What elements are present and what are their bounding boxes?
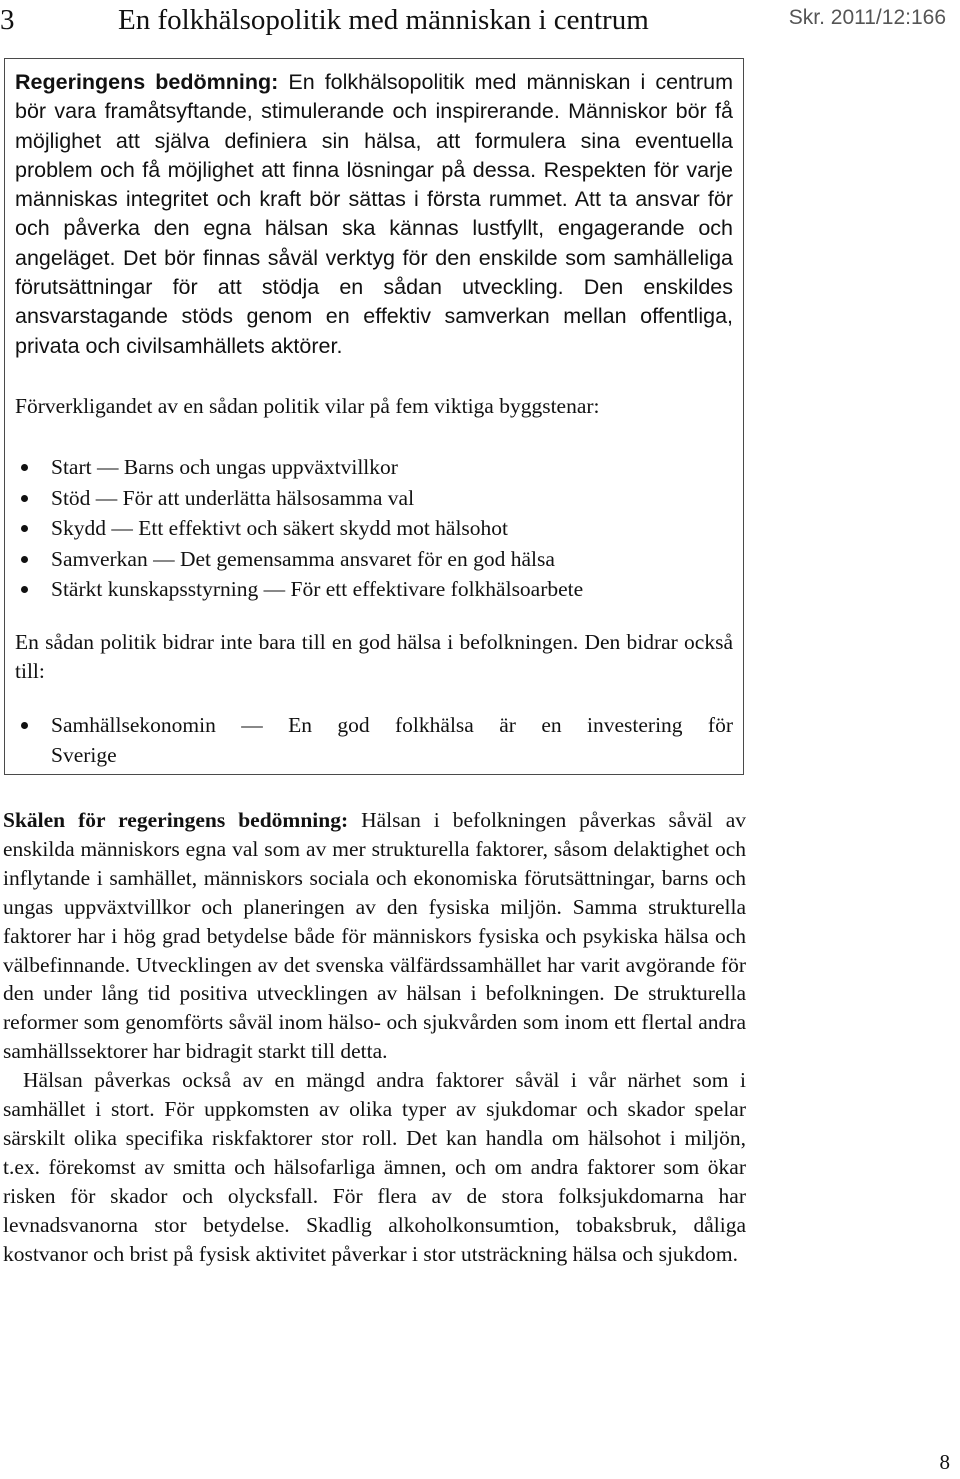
contributions-list xyxy=(15,710,733,771)
chapter-number: 3 xyxy=(0,4,15,36)
assessment-box xyxy=(4,58,744,775)
list-item: Stärkt kunskapsstyrning — För ett effektivare folkhälsoarbete xyxy=(15,574,733,605)
list-item: Skydd — Ett effektivt och säkert skydd mot hälsohot xyxy=(15,513,733,544)
assessment-text: En folkhälsopolitik med människan i centrum bör vara framåtsyftande, stimulerande och inspirerande. Människor bör få möjlighet att själva definiera sin hälsa, att formulera sina eventuella problem och få möjlighet att finna lösningar på dessa. Respekten för varje människas integritet och kraft bör sättas i första rummet. Att ta ansvar för och påverka den egna hälsan ska kännas lustfyllt, engagerande och angeläget. Det bör finnas såväl verktyg för den enskilde som samhälleliga förutsättningar för att stödja en sådan utveckling. Den enskildes ansvarstagande stöds genom en effektiv samverkan mellan offentliga, privata och civilsamhällets aktörer. xyxy=(15,70,733,358)
reasons-section xyxy=(3,806,746,1269)
list-item: Samverkan — Det gemensamma ansvaret för en god hälsa xyxy=(15,544,733,575)
building-blocks-intro: Förverkligandet av en sådan politik vilar på fem viktiga byggstenar: xyxy=(15,393,600,418)
page-number: 8 xyxy=(939,1450,950,1474)
document-reference: Skr. 2011/12:166 xyxy=(788,6,946,29)
list-item: Samhällsekonomin — En god folkhälsa är en investering för Sverige xyxy=(15,710,733,771)
bullet-icon xyxy=(21,525,28,532)
bullet-icon xyxy=(21,495,28,502)
assessment-heading: Regeringens bedömning: xyxy=(15,70,279,94)
bullet-icon xyxy=(21,586,28,593)
reasons-paragraph-2: Hälsan påverkas också av en mängd andra faktorer såväl i vår närhet som i samhället i stort. För uppkomsten av olika typer av sjukdomar och skador spelar särskilt olika specifika riskfaktorer stor roll. Det kan handla om hälsohot i miljön, t.ex. förekomst av smitta och hälsofarliga ämnen, och om andra faktorer som ökar risken för skador och olycksfall. För flera av de stora folksjukdomarna har levnadsvanorna stor betydelse. Skadlig alkoholkonsumtion, tobaksbruk, dåliga kostvanor och brist på fysisk aktivitet påverkar i stor utsträckning hälsa och sjukdom. xyxy=(3,1068,746,1266)
reasons-heading: Skälen för regeringens bedömning: xyxy=(3,808,349,832)
reasons-paragraph-1 xyxy=(3,806,746,1066)
building-blocks-list xyxy=(15,452,733,605)
bullet-icon xyxy=(21,556,28,563)
bullet-icon xyxy=(21,722,28,729)
bullet-icon xyxy=(21,464,28,471)
reasons-text-1: Hälsan i befolkningen påverkas såväl av enskilda människors egna val som av mer strukturella faktorer, såsom delaktighet och inflytande i samhället, människors sociala och ekonomiska förutsättningar, barns och ungas uppväxtvillkor och planeringen av den fysiska miljön. Samma strukturella faktorer har i hög grad betydelse både för människors fysiska och psykiska hälsa och välbefinnande. Utvecklingen av det svenska välfärdssamhället har varit avgörande för den under lång tid positiva utvecklingen av hälsan i befolkningen. De strukturella reformer som genomförts såväl inom hälso- och sjukvården som inom ett flertal andra samhällssektorer har bidragit starkt till detta. xyxy=(3,808,746,1064)
list-item: Start — Barns och ungas uppväxtvillkor xyxy=(15,452,733,483)
assessment-box-content xyxy=(15,68,733,771)
contributions-intro: En sådan politik bidrar inte bara till en god hälsa i befolkningen. Den bidrar också till: xyxy=(15,629,733,684)
chapter-title: En folkhälsopolitik med människan i centrum xyxy=(118,4,649,36)
list-item: Stöd — För att underlätta hälsosamma val xyxy=(15,483,733,514)
assessment-paragraph xyxy=(15,68,733,361)
